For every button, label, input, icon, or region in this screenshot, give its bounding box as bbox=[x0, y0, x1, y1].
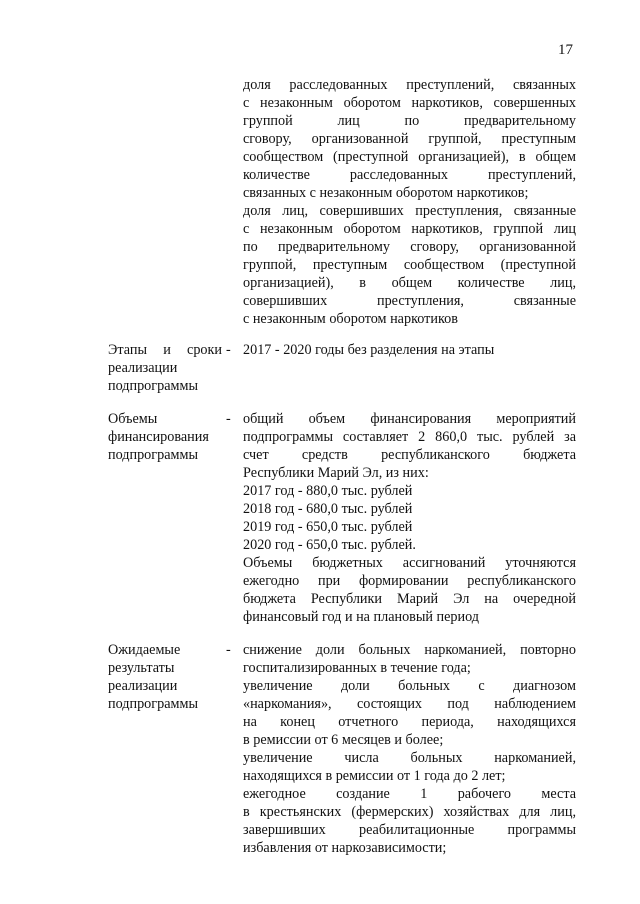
section-label-line: реализации bbox=[108, 678, 178, 694]
section-label-line: подпрограммы bbox=[108, 696, 198, 712]
section-content-line: снижение доли больных наркоманией, повторно bbox=[243, 642, 576, 658]
section-content-line: избавления от наркозависимости; bbox=[243, 840, 447, 856]
section-content-line: бюджета Республики Марий Эл на очередной bbox=[243, 591, 576, 607]
text-line: совершивших преступления, связанные bbox=[243, 293, 576, 309]
text-line: доля расследованных преступлений, связанных bbox=[243, 77, 576, 93]
section-label-line: финансирования bbox=[108, 429, 209, 445]
section-content-line: 2017 год - 880,0 тыс. рублей bbox=[243, 483, 413, 499]
section-label-line: подпрограммы bbox=[108, 378, 198, 394]
section-content-line: финансовый год и на плановый период bbox=[243, 609, 480, 625]
dash: - bbox=[226, 642, 231, 658]
text-line: связанных с незаконным оборотом наркотиков; bbox=[243, 185, 529, 201]
dash: - bbox=[226, 342, 231, 358]
section-label-line: Этапы и сроки bbox=[108, 342, 222, 358]
page-number: 17 bbox=[558, 42, 573, 58]
text-line: группой лиц по предварительному bbox=[243, 113, 576, 129]
section-label-line: Объемы bbox=[108, 411, 158, 427]
section-content-line: Объемы бюджетных ассигнований уточняются bbox=[243, 555, 576, 571]
section-label-line: реализации bbox=[108, 360, 178, 376]
section-content-line: увеличение числа больных наркоманией, bbox=[243, 750, 576, 766]
section-content-line: в ремиссии от 6 месяцев и более; bbox=[243, 732, 444, 748]
section-content-line: общий объем финансирования мероприятий bbox=[243, 411, 576, 427]
section-content-line: подпрограммы составляет 2 860,0 тыс. рублей за bbox=[243, 429, 576, 445]
section-content-line: «наркомания», состоящих под наблюдением bbox=[243, 696, 576, 712]
section-content-line: ежегодное создание 1 рабочего места bbox=[243, 786, 576, 802]
text-line: группой, преступным сообществом (преступной bbox=[243, 257, 576, 273]
text-line: с незаконным оборотом наркотиков bbox=[243, 311, 458, 327]
section-content-line: на конец отчетного периода, находящихся bbox=[243, 714, 576, 730]
text-line: доля лиц, совершивших преступления, связанные bbox=[243, 203, 576, 219]
section-content-line: счет средств республиканского бюджета bbox=[243, 447, 576, 463]
section-content-line: ежегодно при формировании республиканского bbox=[243, 573, 576, 589]
text-line: организацией), в общем количестве лиц, bbox=[243, 275, 576, 291]
section-label-line: результаты bbox=[108, 660, 175, 676]
section-content-line: увеличение доли больных с диагнозом bbox=[243, 678, 576, 694]
section-content-line: Республики Марий Эл, из них: bbox=[243, 465, 429, 481]
section-content-line: в крестьянских (фермерских) хозяйствах для лиц, bbox=[243, 804, 576, 820]
section-content-line: находящихся в ремиссии от 1 года до 2 лет; bbox=[243, 768, 506, 784]
dash: - bbox=[226, 411, 231, 427]
section-content-line: 2018 год - 680,0 тыс. рублей bbox=[243, 501, 413, 517]
text-line: количестве расследованных преступлений, bbox=[243, 167, 576, 183]
section-content-line: завершивших реабилитационные программы bbox=[243, 822, 576, 838]
section-content-line: 2020 год - 650,0 тыс. рублей. bbox=[243, 537, 416, 553]
text-line: с незаконным оборотом наркотиков, группой лиц bbox=[243, 221, 576, 237]
text-line: сообществом (преступной организацией), в общем bbox=[243, 149, 576, 165]
section-content-line: 2017 - 2020 годы без разделения на этапы bbox=[243, 342, 495, 358]
text-line: сговору, организованной группой, преступным bbox=[243, 131, 576, 147]
text-line: с незаконным оборотом наркотиков, совершенных bbox=[243, 95, 576, 111]
section-content-line: 2019 год - 650,0 тыс. рублей bbox=[243, 519, 413, 535]
section-label-line: подпрограммы bbox=[108, 447, 198, 463]
text-line: по предварительному сговору, организованной bbox=[243, 239, 576, 255]
section-content-line: госпитализированных в течение года; bbox=[243, 660, 471, 676]
section-label-line: Ожидаемые bbox=[108, 642, 181, 658]
